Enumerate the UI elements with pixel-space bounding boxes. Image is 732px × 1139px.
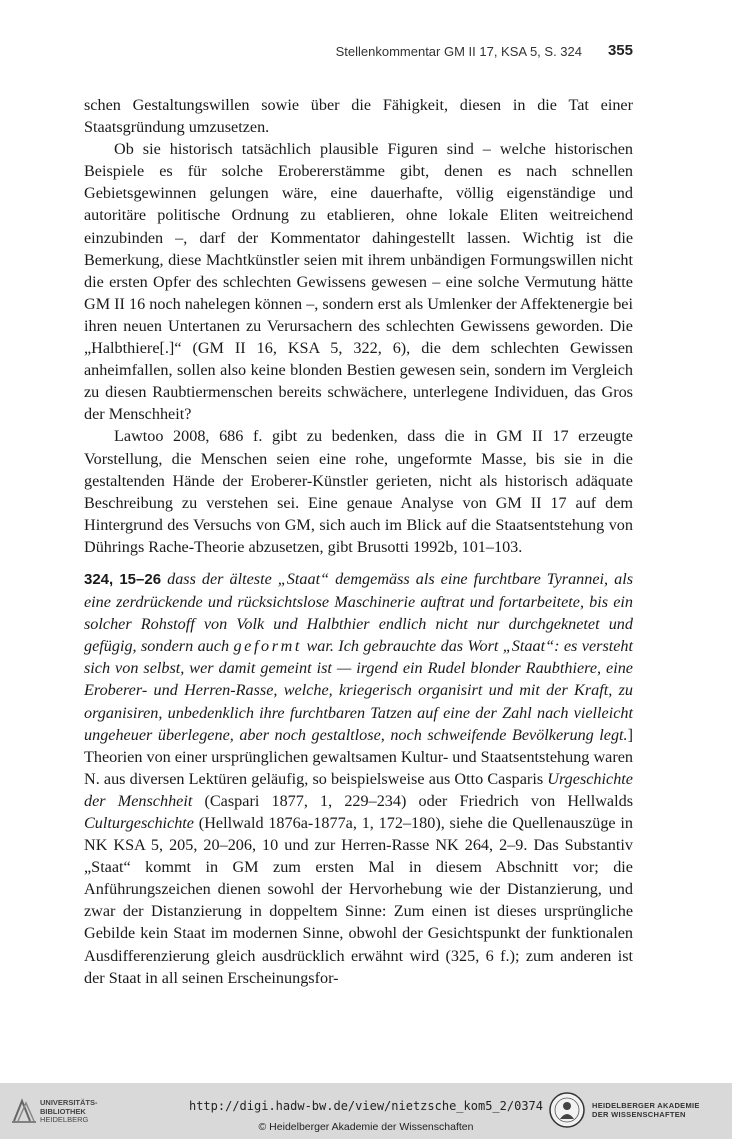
lemma-quote-part-2: war. Ich gebrauchte das Wort „Staat“: es versteht sich von selbst, wer damit gemeint ist — irgend ein Rudel blonder Raubthiere, eine Eroberer- und Herren-Rasse, welche, kriegerisch organisirt und mit der Kraft, zu organisiren, unbedenklich ihre furchtbaren Tatzen auf eine der Zahl nach vielleicht ungeheuer überlegene, aber noch gestaltlose, noch schweifende Bevölkerung legt. <box>84 637 634 744</box>
running-header: Stellenkommentar GM II 17, KSA 5, S. 324 <box>335 44 582 59</box>
permalink-url[interactable]: http://digi.hadw-bw.de/view/nietzsche_kom5_2/0374 <box>188 1099 543 1113</box>
paragraph-lawtoo: Lawtoo 2008, 686 f. gibt zu bedenken, dass die in GM II 17 erzeugte Vorstellung, die Menschen seien eine rohe, ungeformte Masse, bis sie in die gestaltenden Hände der Eroberer-Künstler gerieten, nicht als historisch adäquate Beschreibung zu verstehen sei. Eine genaue Analyse von GM II 17 auf dem Hintergrund des Versuchs von GM, sich auch im Blick auf die Staatsentstehung von Dührings Rache-Theorie abzusetzen, gibt Brusotti 1992b, 101–103. <box>84 427 633 556</box>
page-body <box>84 94 633 989</box>
paragraph-historical-figures: Ob sie historisch tatsächlich plausible Figuren sind – welche historischen Beispiele es für solche Erobererstämme gibt, denen es nach schnellen Gebietsgewinnen gelungen wäre, eine dauerhafte, völlig eigenständige und autoritäre politische Ordnung zu etablieren, ohne lokale Eliten weitreichend einzubinden –, darf der Kommentator dahingestellt lassen. Wichtig ist die Bemerkung, diese Machtkünstler seien mit ihrem unbändigen Formungswillen nicht die ersten Opfer des schlechten Gewissens gewesen – eine solche Vermutung hätte GM II 16 noch nahelegen können –, sondern erst als Umlenker der Affektenergie bei ihren neuen Untertanen zu Verursachern des schlechten Gewissens geworden. Die „Halbthiere[.]“ (GM II 16, KSA 5, 322, 6), die dem schlechten Gewissen anheimfallen, sollen also keine blonden Bestien gewesen sein, sondern im Vergleich zu diesen Raubtiermenschen bereits schwächere, unterlegene Individuen, das Gros der Menschheit? <box>84 140 633 424</box>
commentary-text-3: (Hellwald 1876a-1877a, 1, 172–180), siehe die Quellenauszüge in NK KSA 5, 205, 20–206, 10 und zur Herren-Rasse NK 264, 2–9. Das Substantiv „Staat“ kommt in GM zum ersten Mal in diesem Abschnitt vor; die Anführungszeichen dienen sowohl der Hervorhebung wie der Distanzierung, und zwar der Distanzierung in doppeltem Sinne: Zum einen ist dieses ursprüngliche Gebilde kein Staat im modernen Sinne, obwohl der Gesichtspunkt der funktionalen Ausdifferenzierung gleich ausdrücklich erwähnt wird (325, 6 f.); zum anderen ist der Staat in all seinen Erscheinungsfor- <box>84 814 633 987</box>
library-name-line-2: BIBLIOTHEK <box>40 1106 86 1116</box>
digitization-footer <box>0 1083 732 1139</box>
page-number: 355 <box>607 42 633 59</box>
academy-name <box>592 1101 700 1119</box>
library-name-line-1: UNIVERSITÄTS- <box>40 1098 98 1107</box>
commentary-text-2: (Caspari 1877, 1, 229–234) oder Friedrich von Hellwalds <box>192 791 633 810</box>
commentary-text-1: ] Theorien von einer ursprünglichen gewaltsamen Kultur- und Staatsentstehung waren N. aus diversen Lektüren geläufig, so beispielsweise aus Otto Casparis <box>84 725 633 788</box>
lemma-emphasis: geformt <box>233 637 303 656</box>
academy-logo[interactable] <box>548 1091 720 1131</box>
academy-name-line-1: HEIDELBERGER AKADEMIE <box>592 1101 700 1110</box>
commentary-entry <box>84 568 633 989</box>
book-title-caspari: Urgeschichte der Menschheit <box>84 769 633 810</box>
lemma-reference: 324, 15–26 <box>84 570 162 588</box>
lemma-quote-part-1: dass der älteste „Staat“ demgemäss als eine furchtbare Tyrannei, als eine zerdrückende und rücksichtslose Maschinerie auftrat und fortarbeitete, bis ein solcher Rohstoff von Volk und Halbthier endlich nicht nur durchgeknetet und gefügig, sondern auch <box>84 569 634 656</box>
academy-name-line-2: DER WISSENSCHAFTEN <box>592 1110 686 1119</box>
academy-seal-icon <box>548 1091 586 1129</box>
copyright-notice: © Heidelberger Akademie der Wissenschaften <box>258 1121 474 1133</box>
library-name-line-3: HEIDELBERG <box>40 1115 89 1124</box>
paragraph-continuation: schen Gestaltungswillen sowie über die Fähigkeit, diesen in die Tat einer Staatsgründung umzusetzen. <box>84 96 633 137</box>
book-title-hellwald: Culturgeschichte <box>84 814 194 832</box>
